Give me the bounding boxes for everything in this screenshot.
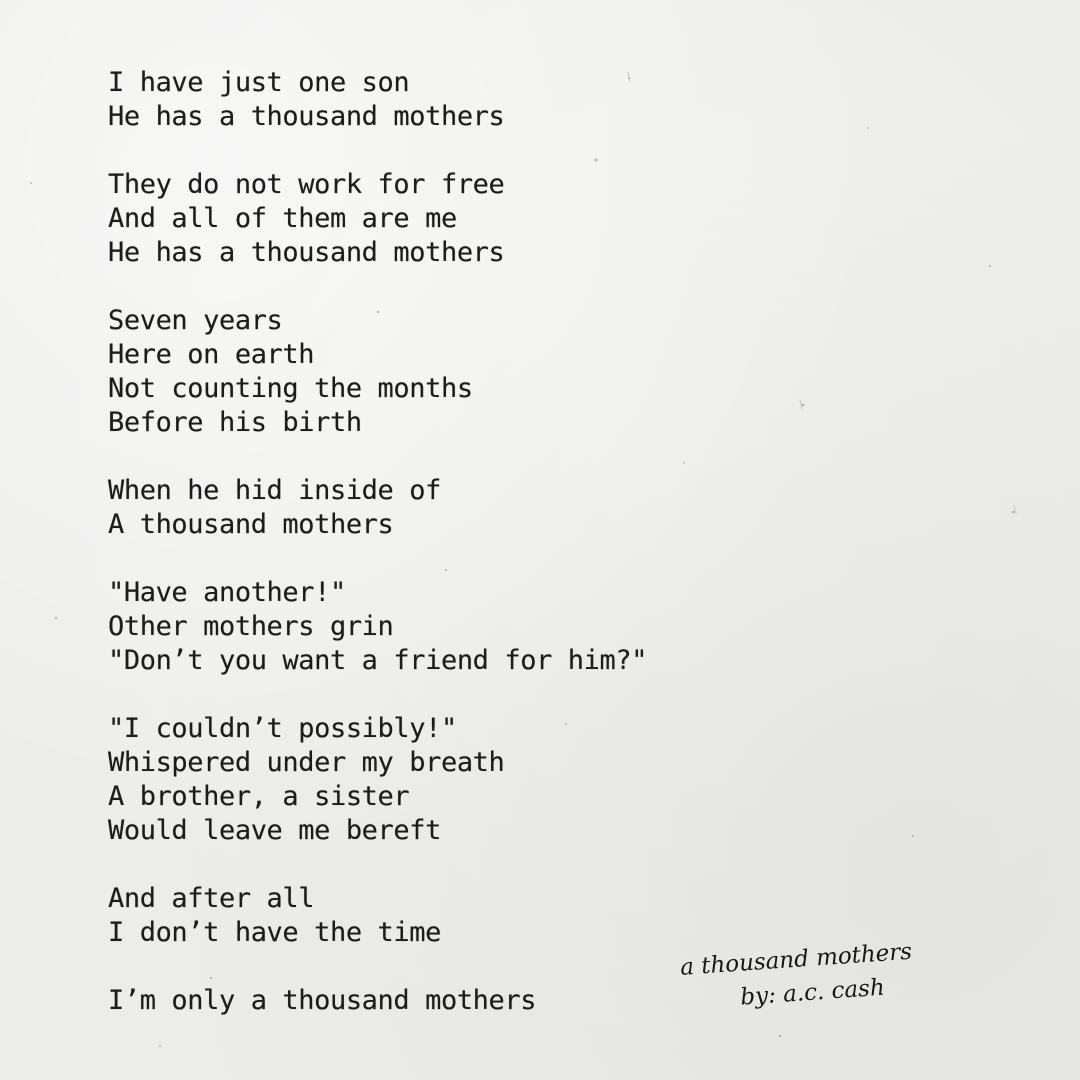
poem-line: A brother, a sister [108,781,410,812]
poem-line: A thousand mothers [108,509,394,540]
poem-stanza [108,576,728,678]
poem-line: Here on earth [108,339,315,370]
poem-line: "Have another!" [108,577,346,608]
poem-line: He has a thousand mothers [108,101,505,132]
poem-line: Other mothers grin [108,611,394,642]
poem-line: "Don’t you want a friend for him?" [108,645,648,676]
poem-line: They do not work for free [108,169,505,200]
poem-line: Seven years [108,305,283,336]
poem-stanza [108,66,728,134]
poem-stanza [108,304,728,440]
poem-line: When he hid inside of [108,475,441,506]
poem-line: Not counting the months [108,373,473,404]
signature [676,918,996,1028]
poem-line: "I couldn’t possibly!" [108,713,457,744]
poem-line: I have just one son [108,67,410,98]
poem-line: Whispered under my breath [108,747,505,778]
poem-line: I don’t have the time [108,917,441,948]
poem-text [108,66,728,1052]
poem-stanza [108,882,728,950]
signature-byline: by: a.c. cash [739,974,886,1011]
poem-stanza [108,168,728,270]
poem-stanza [108,474,728,542]
poem-line: Before his birth [108,407,362,438]
poem-line: And all of them are me [108,203,457,234]
signature-handwriting [676,918,996,1028]
poem-line: He has a thousand mothers [108,237,505,268]
poem-line: Would leave me bereft [108,815,441,846]
poem-stanza [108,712,728,848]
poem-stanza [108,984,728,1018]
poem-line: And after all [108,883,315,914]
poem-line: I’m only a thousand mothers [108,985,537,1016]
signature-title: a thousand mothers [679,938,913,981]
